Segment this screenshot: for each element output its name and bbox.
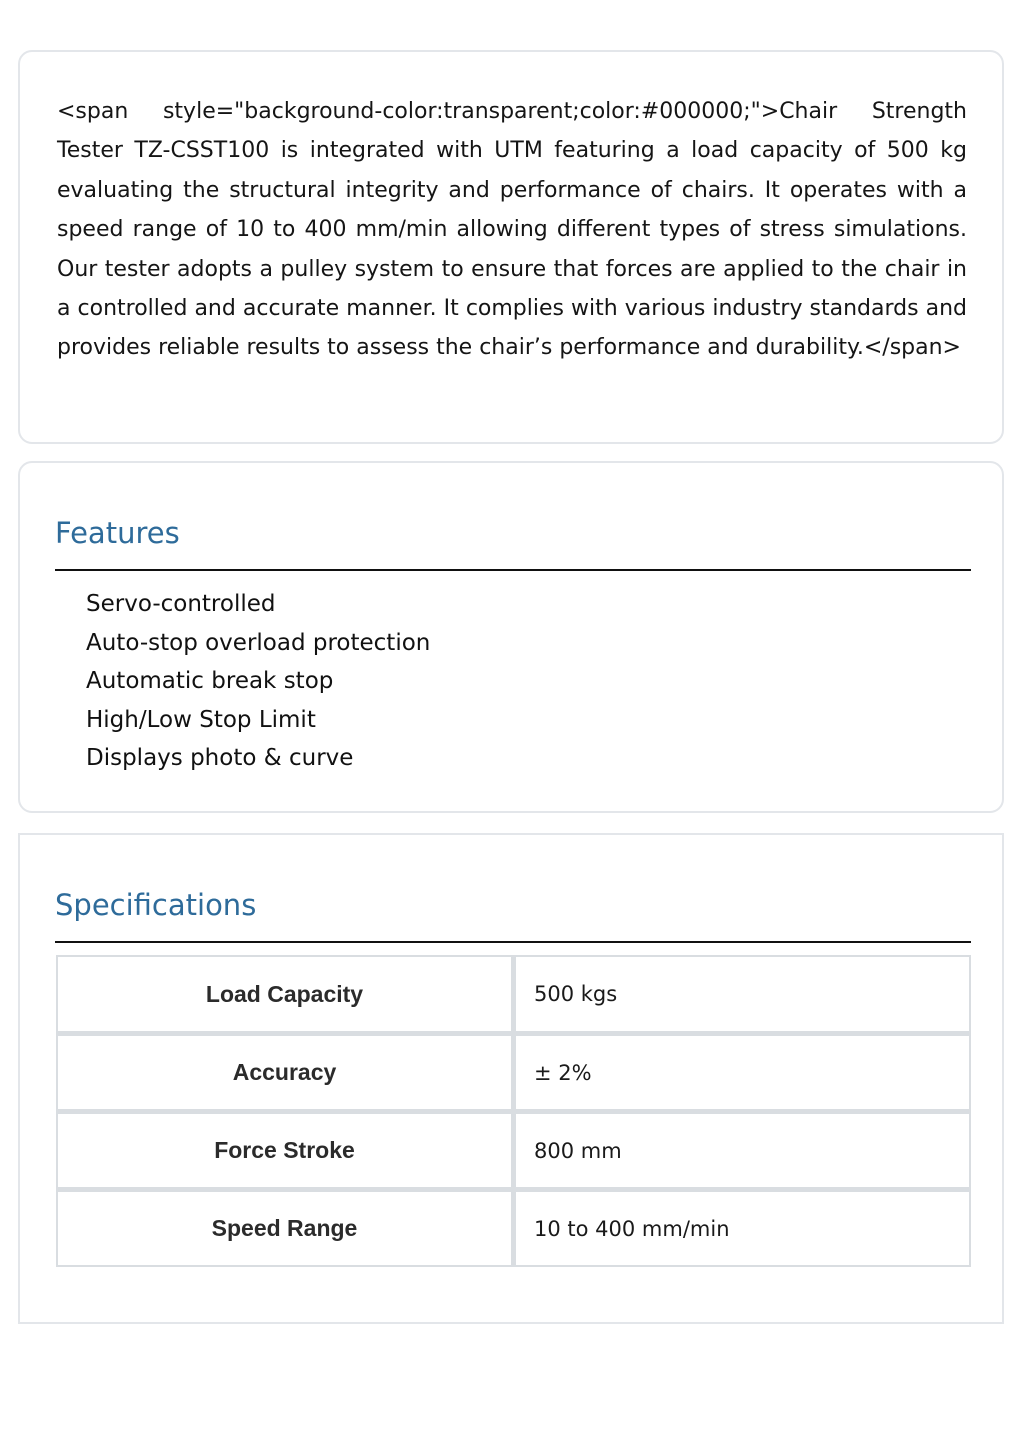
- feature-item: Automatic break stop: [86, 668, 334, 695]
- feature-item: Displays photo & curve: [86, 745, 354, 772]
- spec-value-accuracy: ± 2%: [513, 1033, 971, 1111]
- spec-value-load-capacity: 500 kgs: [513, 955, 971, 1033]
- specifications-divider: [55, 941, 971, 943]
- table-row: [56, 1189, 971, 1267]
- features-list: [86, 585, 430, 778]
- spec-label-speed-range: Speed Range: [56, 1189, 513, 1267]
- features-title: Features: [55, 516, 180, 550]
- spec-label-load-capacity: Load Capacity: [56, 955, 513, 1033]
- description-card: [18, 50, 1004, 444]
- feature-item: High/Low Stop Limit: [86, 706, 316, 733]
- product-description: <span style="background-color:transparent;color:#000000;">Chair Strength Tester TZ-CSST100 is integrated with UTM featuring a load capacity of 500 kg evaluating the structural integrity and performance of chairs. It operates with a speed range of 10 to 400 mm/min allowing different types of stress simulations. Our tester adopts a pulley system to ensure that forces are applied to the chair in a controlled and accurate manner. It complies with various industry standards and provides reliable results to assess the chair’s performance and durability.</span>: [57, 99, 967, 361]
- feature-item: Auto-stop overload protection: [86, 629, 431, 656]
- spec-label-accuracy: Accuracy: [56, 1033, 513, 1111]
- specifications-card: [18, 833, 1004, 1324]
- features-card: [18, 461, 1004, 813]
- table-row: [56, 1033, 971, 1111]
- spec-value-force-stroke: 800 mm: [513, 1111, 971, 1189]
- specifications-table: [56, 955, 971, 1267]
- spec-label-force-stroke: Force Stroke: [56, 1111, 513, 1189]
- table-row: [56, 955, 971, 1033]
- specifications-title: Specifications: [55, 888, 257, 922]
- feature-item: Servo-controlled: [86, 591, 276, 617]
- spec-value-speed-range: 10 to 400 mm/min: [513, 1189, 971, 1267]
- table-row: [56, 1111, 971, 1189]
- features-divider: [55, 569, 971, 571]
